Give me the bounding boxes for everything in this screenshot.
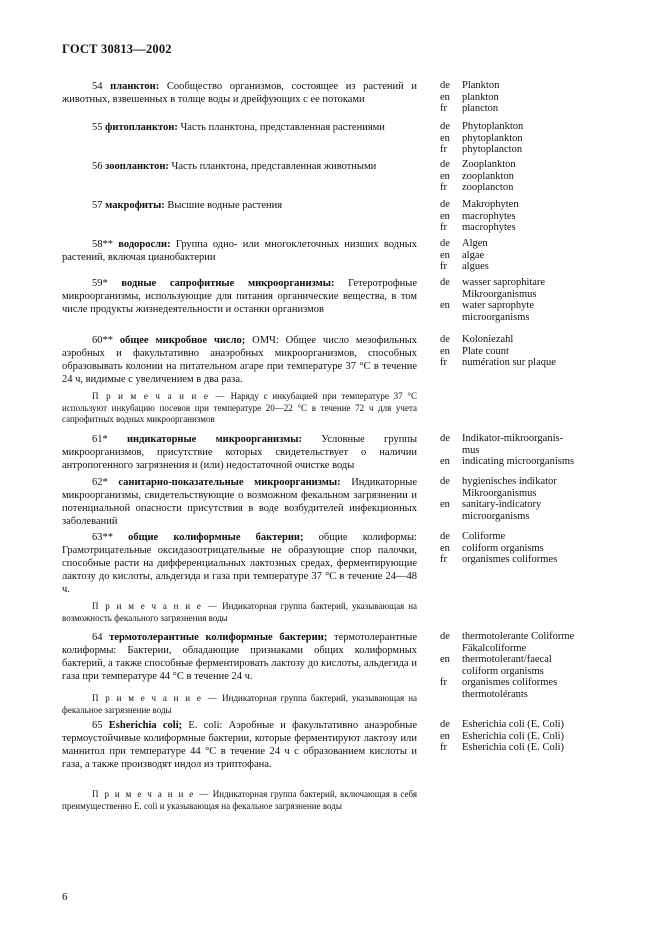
term-entry-57 [62,199,417,212]
foreign-term: plankton [462,91,499,103]
term-number: 58** [92,239,113,250]
foreign-term: numération sur plaque [462,357,556,368]
foreign-term: algae [462,249,485,261]
term-title: Esherichia coli; [108,720,183,731]
term-definition: Высшие водные растения [167,200,283,211]
term-title: индикаторные микроорганизмы: [126,434,302,445]
note-label: П р и м е ч а н и е — [92,391,226,401]
foreign-term: water saprophyte [462,300,535,311]
equivalents-55 [440,121,640,156]
lang-code: en [440,132,450,144]
lang-code [440,666,462,678]
term-number: 54 [92,81,103,92]
foreign-term: coliform organisms [462,665,544,677]
equivalents-60 [440,334,640,369]
term-title: водоросли: [118,239,171,250]
foreign-term: indicating microorganisms [462,456,575,467]
foreign-term: organismes coliformes [462,554,558,565]
term-definition: E. coli: Аэробные и факультативно анаэробные термоустойчивые колиформные бактерии, которые ферментируют лактозу или маннитол при температуре 44 °С в течение 24 ч с образованием кислоты и газа, а также производят индол из триптофана. [62,720,418,770]
lang-code [440,312,462,324]
term-title: планктон: [110,81,160,92]
lang-code: en [440,249,450,261]
equivalents-63 [440,531,640,566]
lang-code: fr [440,742,447,753]
foreign-term: zooplankton [462,170,514,182]
term-definition: Часть планктона, представленная животными [171,161,377,172]
foreign-term: microorganisms [462,311,530,323]
document-header: ГОСТ 30813—2002 [62,42,172,56]
lang-code: de [440,121,450,132]
lang-code: de [440,631,450,642]
page-number: 6 [62,891,68,903]
term-title: общее микробное число; [119,335,246,346]
lang-code: fr [440,222,447,233]
term-number: 60** [92,335,113,346]
lang-code: fr [440,261,447,272]
lang-code: de [440,433,450,444]
foreign-term: Esherichia coli (E. Coli) [462,730,565,742]
lang-code [440,689,462,701]
foreign-term: Esherichia coli (E. Coli) [462,742,565,753]
term-entry-61 [62,433,417,472]
foreign-term: Coliforme [462,531,506,542]
lang-code: en [440,456,450,467]
equivalents-61 [440,433,640,468]
note-label: П р и м е ч а н и е — [92,693,219,703]
foreign-term: zooplancton [462,182,514,193]
term-number: 62* [92,477,108,488]
lang-code [440,643,462,655]
foreign-term: Plankton [462,80,500,91]
lang-code: en [440,91,450,103]
term-definition: Индикаторные микроорганизмы, свидетельствующие о возможном фекальном загрязнении и потенциальной опасности присутствия в воде возбудителей инфекционных заболеваний [62,477,417,527]
foreign-term: hygienisches indikator [462,476,557,487]
term-number: 56 [92,161,103,172]
foreign-term: Koloniezahl [462,334,514,345]
foreign-term: coliform organisms [462,542,544,554]
lang-code: fr [440,144,447,155]
lang-code: fr [440,677,447,688]
foreign-term: Phytoplankton [462,121,524,132]
term-title: водные сапрофитные микроорганизмы: [121,278,335,289]
term-entry-55 [62,121,417,134]
term-definition: Сообщество организмов, состоящее из растений и животных, взвешенных в толще воды и дрейфующих с ее потоками [62,81,418,105]
term-entry-59 [62,277,417,316]
lang-code: de [440,80,450,91]
foreign-term: thermotolerante Coliforme [462,631,575,642]
term-number: 61* [92,434,108,445]
foreign-term: Plate count [462,345,509,357]
foreign-term: Algen [462,238,488,249]
note-60 [62,391,417,426]
equivalents-56 [440,159,640,194]
term-entry-63 [62,531,417,596]
lang-code: en [440,300,450,311]
lang-code [440,289,462,301]
lang-code: en [440,499,450,510]
foreign-term: macrophytes [462,222,516,233]
foreign-term: algues [462,261,489,272]
lang-code: de [440,277,450,288]
lang-code: en [440,542,450,554]
note-label: П р и м е ч а н и е — [92,789,210,799]
foreign-term: Esherichia coli (E. Coli) [462,719,565,730]
note-text: Индикаторная группа бактерий, включающая в себя преимущественно E. coli и указывающая на фекальное загрязнение воды [62,789,417,811]
term-title: макрофиты: [105,200,165,211]
lang-code: fr [440,357,447,368]
foreign-term: plancton [462,103,499,114]
foreign-term: Mikroorganismus [462,487,537,499]
term-entry-64 [62,631,417,683]
foreign-term: Fäkalcoliforme [462,642,527,654]
equivalents-62 [440,476,640,522]
term-number: 55 [92,122,103,133]
lang-code: fr [440,182,447,193]
term-number: 63** [92,532,113,543]
foreign-term: thermotolerant/faecal [462,654,552,665]
term-entry-56 [62,160,417,173]
term-entry-60 [62,334,417,386]
foreign-term: mus [462,444,480,456]
term-title: термотолерантные колиформные бактерии; [109,632,328,643]
term-definition: Гетеротрофные микроорганизмы, использующие для питания органические вещества, в том числе продукты жизнедеятельности и останки организмов [62,278,417,315]
lang-code: en [440,345,450,357]
note-label: П р и м е ч а н и е — [92,601,219,611]
term-title: санитарно-показательные микроорганизмы: [118,477,341,488]
note-text: Наряду с инкубацией при температуре 37 °С используют инкубацию посевов при температуре 20—22 °С в течение 72 ч для учета сапрофитных водных микроорганизмов [62,391,417,424]
foreign-term: thermotolérants [462,688,528,700]
lang-code [440,511,462,523]
lang-code [440,445,462,457]
lang-code: de [440,719,450,730]
lang-code: en [440,210,450,222]
lang-code [440,488,462,500]
term-entry-65 [62,719,417,771]
term-number: 64 [92,632,103,643]
lang-code: de [440,531,450,542]
note-64 [62,693,417,716]
term-number: 59* [92,278,108,289]
lang-code: en [440,170,450,182]
foreign-term: wasser saprophitare [462,277,546,288]
equivalents-64 [440,631,640,700]
term-definition: Условные группы микроорганизмов, присутствие которых свидетельствует о наличии антропогенного загрязнения и (или) недостаточной очистке воды [62,434,418,471]
lang-code: de [440,476,450,487]
term-definition: ОМЧ: Общее число мезофильных аэробных и факультативно анаэробных микроорганизмов, способных образовывать колонии на питательном агаре при температуре 37 °С в течение 24 ч, видимые с увеличением в два раза. [62,335,418,385]
term-number: 65 [92,720,103,731]
lang-code: en [440,654,450,665]
equivalents-58 [440,238,640,273]
foreign-term: phytoplancton [462,144,523,155]
equivalents-57 [440,199,640,234]
foreign-term: Makrophyten [462,199,519,210]
foreign-term: phytoplankton [462,132,523,144]
term-number: 57 [92,200,103,211]
term-entry-62 [62,476,417,528]
term-definition: термотолерантные колиформы: Бактерии, обладающие признаками общих колиформных бактерий, а также способные ферментировать лактозу до кислоты, альдегида и газа при температуре 44 °С в течение 24 ч. [62,632,417,682]
foreign-term: Zooplankton [462,159,516,170]
term-definition: общие колиформы: Грамотрицательные оксидазоотрицательные не образующие спор палочки, способные расти на дифференциальных лактозных средах, ферментирующие лактозу до кислоты, альдегида и газа при температуре 37 °С в течение 24—48 ч. [62,532,417,595]
note-text: Индикаторная группа бактерий, указывающая на фекальное загрязнение воды [62,693,418,715]
foreign-term: organismes coliformes [462,677,558,688]
lang-code: de [440,159,450,170]
foreign-term: macrophytes [462,210,516,222]
foreign-term: microorganisms [462,510,530,522]
note-65 [62,789,417,812]
foreign-term: Mikroorganismus [462,288,537,300]
term-title: общие колиформные бактерии; [128,532,304,543]
lang-code: en [440,730,450,742]
term-definition: Группа одно- или многоклеточных низших водных растений, включая цианобактерии [62,239,418,263]
term-entry-58 [62,238,417,264]
equivalents-65 [440,719,640,754]
note-text: Индикаторная группа бактерий, указывающая на возможность фекального загрязнения воды [62,601,418,623]
lang-code: de [440,238,450,249]
lang-code: de [440,199,450,210]
term-title: зоопланктон: [105,161,169,172]
foreign-term: Indikator-mikroorganis- [462,433,564,444]
note-63 [62,601,417,624]
term-definition: Часть планктона, представленная растениями [180,122,385,133]
term-entry-54 [62,80,417,106]
equivalents-54 [440,80,640,115]
lang-code: fr [440,103,447,114]
equivalents-59 [440,277,640,323]
lang-code: de [440,334,450,345]
lang-code: fr [440,554,447,565]
foreign-term: sanitary-indicatory [462,499,542,510]
term-title: фитопланктон: [105,122,178,133]
